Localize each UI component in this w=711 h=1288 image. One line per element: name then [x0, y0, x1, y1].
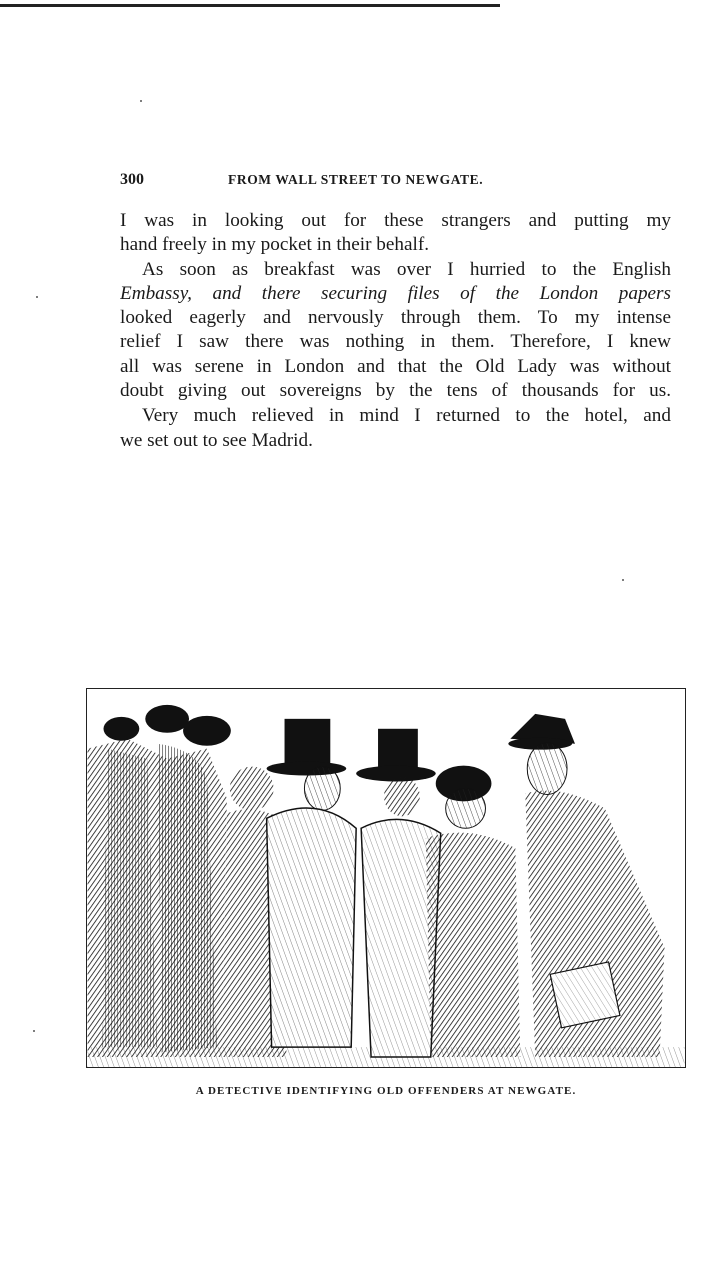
text-line — [120, 282, 671, 306]
text-line: relief I saw there was nothing in them. Therefore, I knew — [120, 331, 671, 353]
text-line: looked eagerly and nervously through them. To my intense — [120, 307, 671, 329]
text-line: Very much relieved in mind I returned to the hotel, and — [142, 405, 671, 427]
figure-detective — [508, 714, 664, 1057]
text-line: we set out to see Madrid. — [120, 429, 313, 451]
illustration-caption: A DETECTIVE IDENTIFYING OLD OFFENDERS AT NEWGATE. — [195, 1085, 577, 1097]
top-rule — [0, 4, 500, 7]
italic-text: Embassy, and there securing files of the London papers — [120, 282, 671, 304]
page-number: 300 — [120, 171, 144, 188]
print-speck — [36, 296, 38, 298]
body-text — [120, 209, 671, 453]
figure-bowler-right — [426, 766, 520, 1057]
text-line: As soon as breakfast was over I hurried to the English — [142, 258, 671, 280]
figure-top-hat — [267, 719, 357, 1047]
text-line: all was serene in London and that the Old Lady was without — [120, 355, 671, 377]
running-head — [120, 171, 572, 191]
print-speck — [622, 579, 624, 581]
print-speck — [33, 1030, 35, 1032]
engraving-drawing — [87, 689, 685, 1067]
text-line: doubt giving out sovereigns by the tens of thousands for us. — [120, 380, 671, 402]
print-speck — [140, 100, 142, 102]
text-line: I was in looking out for these strangers and putting my — [120, 210, 671, 231]
left-crowd — [88, 705, 231, 1057]
text-line: hand freely in my pocket in their behalf. — [120, 234, 430, 256]
engraving-illustration — [86, 688, 686, 1068]
running-title: FROM WALL STREET TO NEWGATE. — [228, 172, 484, 187]
